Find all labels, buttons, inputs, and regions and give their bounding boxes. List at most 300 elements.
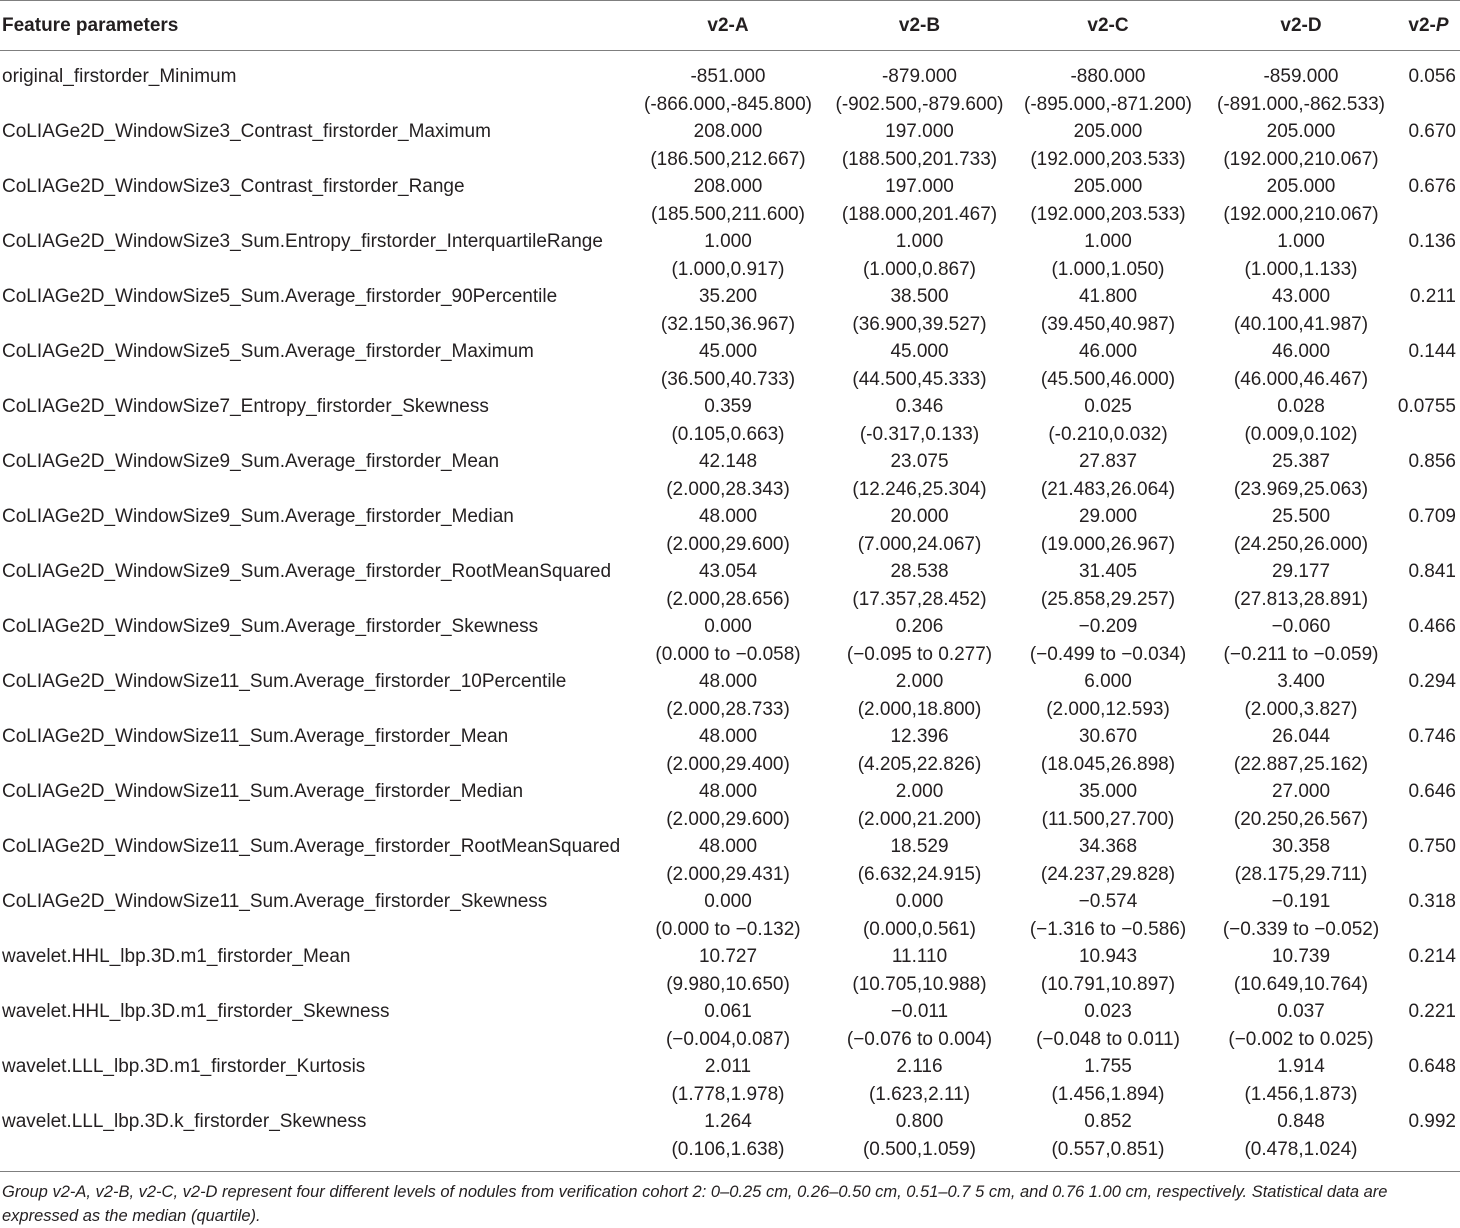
median-value: 28.538 xyxy=(890,561,949,582)
quartile-range: (27.813,28.891) xyxy=(1233,588,1369,610)
median-value: 10.739 xyxy=(1271,946,1331,967)
feature-name-cell: CoLIAGe2D_WindowSize11_Sum.Average_firstorder_Median xyxy=(2,781,524,802)
group-value-cell xyxy=(828,998,1011,1053)
median-value: 0.346 xyxy=(895,396,944,417)
group-value-cell xyxy=(628,118,828,173)
group-value-cell xyxy=(1205,1053,1397,1108)
median-value: -880.000 xyxy=(1070,66,1146,87)
group-value-cell xyxy=(828,943,1011,998)
quartile-range: (40.100,41.987) xyxy=(1233,313,1369,335)
quartile-range: (1.000,1.133) xyxy=(1244,258,1358,280)
group-value-cell xyxy=(628,228,828,283)
median-value: 18.529 xyxy=(890,836,949,857)
group-value-cell xyxy=(628,558,828,613)
group-value-cell xyxy=(1011,503,1205,558)
group-value-cell xyxy=(1011,668,1205,723)
p-value-cell: 0.676 xyxy=(1408,176,1456,197)
quartile-range: (192.000,203.533) xyxy=(1030,203,1186,225)
quartile-range: (0.106,1.638) xyxy=(671,1138,785,1160)
group-value-cell xyxy=(628,503,828,558)
median-value: 0.061 xyxy=(704,1001,752,1022)
group-value-cell xyxy=(1011,393,1205,448)
group-value-cell xyxy=(628,723,828,778)
quartile-range: (−0.002 to 0.025) xyxy=(1228,1028,1374,1050)
group-value-cell xyxy=(828,1053,1011,1108)
p-value-cell: 0.136 xyxy=(1408,231,1456,252)
table-row xyxy=(0,888,1460,943)
median-value: 12.396 xyxy=(890,726,949,747)
group-value-cell xyxy=(1205,613,1397,668)
quartile-range: (46.000,46.467) xyxy=(1233,368,1369,390)
group-value-cell xyxy=(828,118,1011,173)
group-value-cell xyxy=(1011,723,1205,778)
median-value: 208.000 xyxy=(693,176,763,197)
median-value: 48.000 xyxy=(698,781,758,802)
group-value-cell xyxy=(628,998,828,1053)
quartile-range: (2.000,12.593) xyxy=(1046,698,1170,720)
group-value-cell xyxy=(1205,118,1397,173)
median-value: 205.000 xyxy=(1073,176,1143,197)
quartile-range: (2.000,18.800) xyxy=(857,698,982,720)
group-value-cell xyxy=(628,1053,828,1108)
quartile-range: (12.246,25.304) xyxy=(852,478,987,500)
median-value: 205.000 xyxy=(1073,121,1143,142)
quartile-range: (2.000,28.343) xyxy=(666,478,790,500)
quartile-range: (2.000,3.827) xyxy=(1244,698,1358,720)
header-row xyxy=(0,1,1460,51)
quartile-range: (44.500,45.333) xyxy=(852,368,987,390)
median-value: 35.000 xyxy=(1078,781,1138,802)
quartile-range: (45.500,46.000) xyxy=(1040,368,1176,390)
table-row xyxy=(0,448,1460,503)
median-value: 46.000 xyxy=(1078,341,1138,362)
table-row xyxy=(0,613,1460,668)
table-row xyxy=(0,228,1460,283)
quartile-range: (2.000,29.600) xyxy=(666,533,790,555)
quartile-range: (23.969,25.063) xyxy=(1233,478,1369,500)
median-value: 48.000 xyxy=(698,726,758,747)
median-value: 45.000 xyxy=(890,341,949,362)
median-value: 11.110 xyxy=(891,946,948,967)
quartile-range: (0.500,1.059) xyxy=(862,1138,977,1160)
median-value: 43.054 xyxy=(698,561,758,582)
feature-name-cell: CoLIAGe2D_WindowSize9_Sum.Average_firstorder_Median xyxy=(2,506,514,527)
median-value: 43.000 xyxy=(1271,286,1331,307)
median-value: 48.000 xyxy=(698,506,758,527)
table-row xyxy=(0,173,1460,228)
group-value-cell xyxy=(828,668,1011,723)
quartile-range: (2.000,29.431) xyxy=(666,863,790,885)
feature-name-cell: wavelet.LLL_lbp.3D.m1_firstorder_Kurtosis xyxy=(2,1056,366,1077)
p-value-cell: 0.709 xyxy=(1408,506,1456,527)
median-value: 45.000 xyxy=(698,341,758,362)
group-value-cell xyxy=(1011,778,1205,833)
quartile-range: (1.778,1.978) xyxy=(671,1083,785,1105)
quartile-range: (−1.316 to −0.586) xyxy=(1029,918,1187,940)
quartile-range: (192.000,210.067) xyxy=(1223,148,1379,170)
header-v2-d: v2-D xyxy=(1205,1,1397,51)
median-value: 10.727 xyxy=(698,946,758,967)
median-value: 20.000 xyxy=(890,506,949,527)
quartile-range: (25.858,29.257) xyxy=(1040,588,1176,610)
table-header xyxy=(0,1,1460,51)
median-value: 2.000 xyxy=(895,671,944,692)
p-value-cell: 0.221 xyxy=(1408,1001,1456,1022)
group-value-cell xyxy=(1205,51,1397,119)
median-value: 1.000 xyxy=(895,231,944,252)
p-value-cell: 0.856 xyxy=(1408,451,1456,472)
quartile-range: (0.009,0.102) xyxy=(1244,423,1358,445)
median-value: 0.023 xyxy=(1084,1001,1132,1022)
quartile-range: (2.000,29.600) xyxy=(666,808,790,830)
median-value: 25.387 xyxy=(1271,451,1331,472)
table-row xyxy=(0,51,1460,119)
feature-name-cell: CoLIAGe2D_WindowSize9_Sum.Average_firstorder_RootMeanSquared xyxy=(2,561,612,582)
median-value: −0.574 xyxy=(1078,891,1138,912)
p-value-cell: 0.056 xyxy=(1408,66,1456,87)
feature-name-cell: CoLIAGe2D_WindowSize5_Sum.Average_firstorder_90Percentile xyxy=(2,286,558,307)
group-value-cell xyxy=(628,448,828,503)
group-value-cell xyxy=(1011,998,1205,1053)
median-value: 46.000 xyxy=(1271,341,1331,362)
p-value-cell: 0.0755 xyxy=(1397,396,1456,417)
group-value-cell xyxy=(1205,228,1397,283)
median-value: 1.000 xyxy=(1084,231,1132,252)
median-value: 0.206 xyxy=(895,616,944,637)
group-value-cell xyxy=(828,558,1011,613)
group-value-cell xyxy=(1011,558,1205,613)
median-value: 29.000 xyxy=(1078,506,1138,527)
median-value: 205.000 xyxy=(1266,176,1336,197)
group-value-cell xyxy=(1011,613,1205,668)
table-row xyxy=(0,1053,1460,1108)
header-v2-p-prefix: v2- xyxy=(1408,14,1436,36)
group-value-cell xyxy=(628,778,828,833)
median-value: 27.837 xyxy=(1078,451,1138,472)
quartile-range: (28.175,29.711) xyxy=(1234,863,1368,885)
median-value: 38.500 xyxy=(890,286,949,307)
quartile-range: (7.000,24.067) xyxy=(857,533,982,555)
group-value-cell xyxy=(628,613,828,668)
group-value-cell xyxy=(628,283,828,338)
median-value: 0.025 xyxy=(1084,396,1132,417)
quartile-range: (1.623,2.11) xyxy=(868,1083,971,1105)
group-value-cell xyxy=(628,393,828,448)
median-value: −0.191 xyxy=(1271,891,1331,912)
median-value: 1.000 xyxy=(704,231,752,252)
group-value-cell xyxy=(1205,888,1397,943)
quartile-range: (24.237,29.828) xyxy=(1040,863,1176,885)
table-row xyxy=(0,943,1460,998)
table-row xyxy=(0,778,1460,833)
table-row xyxy=(0,118,1460,173)
quartile-range: (6.632,24.915) xyxy=(857,863,982,885)
quartile-range: (-866.000,-845.800) xyxy=(644,93,812,115)
group-value-cell xyxy=(1205,173,1397,228)
feature-name-cell: original_firstorder_Minimum xyxy=(2,66,237,87)
group-value-cell xyxy=(1205,998,1397,1053)
group-value-cell xyxy=(628,173,828,228)
feature-name-cell: wavelet.HHL_lbp.3D.m1_firstorder_Skewness xyxy=(2,1001,390,1022)
group-value-cell xyxy=(828,613,1011,668)
header-feature-parameters: Feature parameters xyxy=(0,1,628,51)
group-value-cell xyxy=(628,943,828,998)
group-value-cell xyxy=(828,393,1011,448)
median-value: 25.500 xyxy=(1271,506,1331,527)
quartile-range: (−0.211 to −0.059) xyxy=(1223,643,1379,665)
quartile-range: (19.000,26.967) xyxy=(1040,533,1176,555)
group-value-cell xyxy=(1011,51,1205,119)
quartile-range: (4.205,22.826) xyxy=(857,753,982,775)
quartile-range: (192.000,203.533) xyxy=(1030,148,1186,170)
group-value-cell xyxy=(1205,1108,1397,1171)
feature-name-cell: CoLIAGe2D_WindowSize11_Sum.Average_firstorder_Mean xyxy=(2,726,509,747)
p-value-cell: 0.144 xyxy=(1408,341,1456,362)
median-value: 2.011 xyxy=(704,1056,752,1077)
header-v2-a: v2-A xyxy=(628,1,828,51)
quartile-range: (1.456,1.873) xyxy=(1244,1083,1358,1105)
group-value-cell xyxy=(828,1108,1011,1171)
quartile-range: (22.887,25.162) xyxy=(1233,753,1369,775)
median-value: 42.148 xyxy=(698,451,758,472)
group-value-cell xyxy=(828,338,1011,393)
quartile-range: (18.045,26.898) xyxy=(1040,753,1176,775)
quartile-range: (0.000 to −0.132) xyxy=(655,918,801,940)
quartile-range: (9.980,10.650) xyxy=(666,973,790,995)
quartile-range: (188.000,201.467) xyxy=(841,203,998,225)
group-value-cell xyxy=(628,1108,828,1171)
feature-name-cell: CoLIAGe2D_WindowSize7_Entropy_firstorder_Skewness xyxy=(2,396,489,417)
group-value-cell xyxy=(1011,888,1205,943)
quartile-range: (−0.095 to 0.277) xyxy=(846,643,993,665)
group-value-cell xyxy=(1011,283,1205,338)
median-value: 0.852 xyxy=(1084,1111,1132,1132)
quartile-range: (0.000 to −0.058) xyxy=(655,643,801,665)
table-row xyxy=(0,283,1460,338)
group-value-cell xyxy=(1205,723,1397,778)
quartile-range: (20.250,26.567) xyxy=(1233,808,1369,830)
median-value: 23.075 xyxy=(890,451,949,472)
quartile-range: (10.791,10.897) xyxy=(1040,973,1176,995)
group-value-cell xyxy=(828,51,1011,119)
table-row xyxy=(0,1108,1460,1171)
p-value-cell: 0.750 xyxy=(1408,836,1456,857)
quartile-range: (192.000,210.067) xyxy=(1223,203,1379,225)
quartile-range: (−0.048 to 0.011) xyxy=(1036,1028,1180,1050)
quartile-range: (2.000,28.733) xyxy=(666,698,790,720)
median-value: 0.000 xyxy=(704,891,752,912)
quartile-range: (17.357,28.452) xyxy=(852,588,987,610)
table-row xyxy=(0,998,1460,1053)
group-value-cell xyxy=(1205,833,1397,888)
quartile-range: (-895.000,-871.200) xyxy=(1024,93,1192,115)
median-value: 0.037 xyxy=(1277,1001,1325,1022)
header-v2-p-italic: P xyxy=(1435,14,1449,36)
group-value-cell xyxy=(1205,393,1397,448)
median-value: 34.368 xyxy=(1078,836,1138,857)
header-v2-c: v2-C xyxy=(1011,1,1205,51)
median-value: 41.800 xyxy=(1078,286,1138,307)
group-value-cell xyxy=(1205,448,1397,503)
p-value-cell: 0.294 xyxy=(1408,671,1456,692)
feature-name-cell: wavelet.HHL_lbp.3D.m1_firstorder_Mean xyxy=(2,946,351,967)
quartile-range: (10.705,10.988) xyxy=(852,973,987,995)
median-value: 3.400 xyxy=(1277,671,1325,692)
group-value-cell xyxy=(828,503,1011,558)
median-value: 48.000 xyxy=(698,671,758,692)
group-value-cell xyxy=(1011,943,1205,998)
table-footnote: Group v2-A, v2-B, v2-C, v2-D represent four different levels of nodules from verification cohort 2: 0–0.25 cm, 0.26–0.50 cm, 0.51–0.7 5 cm, and 0.76 1.00 cm, respectively. Statistical data are expressed as the median (quartile). xyxy=(0,1171,1460,1228)
group-value-cell xyxy=(828,173,1011,228)
group-value-cell xyxy=(1011,448,1205,503)
median-value: -879.000 xyxy=(881,66,957,87)
p-value-cell: 0.670 xyxy=(1408,121,1456,142)
quartile-range: (1.000,0.917) xyxy=(671,258,785,280)
quartile-range: (-0.210,0.032) xyxy=(1048,423,1168,445)
p-value-cell: 0.841 xyxy=(1408,561,1456,582)
feature-name-cell: CoLIAGe2D_WindowSize11_Sum.Average_firstorder_Skewness xyxy=(2,891,548,912)
median-value: −0.209 xyxy=(1078,616,1138,637)
median-value: 26.044 xyxy=(1271,726,1331,747)
group-value-cell xyxy=(1205,503,1397,558)
group-value-cell xyxy=(828,833,1011,888)
median-value: 10.943 xyxy=(1078,946,1138,967)
median-value: 197.000 xyxy=(885,176,954,197)
feature-name-cell: CoLIAGe2D_WindowSize3_Contrast_firstorder_Range xyxy=(2,176,465,197)
quartile-range: (185.500,211.600) xyxy=(651,203,805,225)
median-value: 0.028 xyxy=(1277,396,1325,417)
table-row xyxy=(0,503,1460,558)
median-value: -859.000 xyxy=(1263,66,1339,87)
median-value: 30.670 xyxy=(1078,726,1138,747)
median-value: −0.060 xyxy=(1271,616,1331,637)
median-value: 205.000 xyxy=(1266,121,1336,142)
quartile-range: (0.000,0.561) xyxy=(862,918,977,940)
quartile-range: (-0.317,0.133) xyxy=(859,423,980,445)
quartile-range: (−0.004,0.087) xyxy=(665,1028,791,1050)
group-value-cell xyxy=(1205,283,1397,338)
median-value: 0.848 xyxy=(1277,1111,1325,1132)
group-value-cell xyxy=(628,888,828,943)
feature-name-cell: CoLIAGe2D_WindowSize3_Contrast_firstorder_Maximum xyxy=(2,121,491,142)
p-value-cell: 0.648 xyxy=(1408,1056,1456,1077)
quartile-range: (−0.339 to −0.052) xyxy=(1222,918,1380,940)
median-value: 1.755 xyxy=(1084,1056,1132,1077)
feature-name-cell: CoLIAGe2D_WindowSize9_Sum.Average_firstorder_Mean xyxy=(2,451,500,472)
quartile-range: (0.105,0.663) xyxy=(671,423,785,445)
quartile-range: (188.500,201.733) xyxy=(841,148,998,170)
group-value-cell xyxy=(1205,943,1397,998)
group-value-cell xyxy=(828,283,1011,338)
median-value: 0.800 xyxy=(895,1111,944,1132)
quartile-range: (1.456,1.894) xyxy=(1051,1083,1165,1105)
quartile-range: (1.000,1.050) xyxy=(1051,258,1165,280)
quartile-range: (2.000,28.656) xyxy=(666,588,790,610)
median-value: 208.000 xyxy=(693,121,763,142)
median-value: 35.200 xyxy=(698,286,758,307)
quartile-range: (−0.499 to −0.034) xyxy=(1029,643,1187,665)
group-value-cell xyxy=(628,668,828,723)
median-value: -851.000 xyxy=(690,66,766,87)
group-value-cell xyxy=(1205,558,1397,613)
group-value-cell xyxy=(1205,338,1397,393)
group-value-cell xyxy=(1011,1108,1205,1171)
table-body xyxy=(0,51,1460,1172)
quartile-range: (32.150,36.967) xyxy=(660,313,796,335)
quartile-range: (2.000,29.400) xyxy=(666,753,790,775)
median-value: 31.405 xyxy=(1078,561,1138,582)
p-value-cell: 0.211 xyxy=(1409,286,1456,307)
median-value: 6.000 xyxy=(1084,671,1132,692)
quartile-range: (-891.000,-862.533) xyxy=(1217,93,1385,115)
median-value: 0.000 xyxy=(704,616,752,637)
table-row xyxy=(0,338,1460,393)
median-value: 1.914 xyxy=(1277,1056,1325,1077)
median-value: 30.358 xyxy=(1271,836,1331,857)
quartile-range: (2.000,21.200) xyxy=(857,808,982,830)
feature-name-cell: CoLIAGe2D_WindowSize11_Sum.Average_firstorder_RootMeanSquared xyxy=(2,836,621,857)
median-value: 48.000 xyxy=(698,836,758,857)
p-value-cell: 0.992 xyxy=(1408,1111,1456,1132)
group-value-cell xyxy=(828,448,1011,503)
p-value-cell: 0.746 xyxy=(1408,726,1456,747)
quartile-range: (-902.500,-879.600) xyxy=(835,93,1004,115)
median-value: 0.000 xyxy=(895,891,944,912)
group-value-cell xyxy=(628,833,828,888)
group-value-cell xyxy=(828,778,1011,833)
table-row xyxy=(0,723,1460,778)
p-value-cell: 0.318 xyxy=(1408,891,1456,912)
group-value-cell xyxy=(828,888,1011,943)
group-value-cell xyxy=(1205,668,1397,723)
median-value: 29.177 xyxy=(1271,561,1331,582)
quartile-range: (1.000,0.867) xyxy=(862,258,977,280)
p-value-cell: 0.646 xyxy=(1408,781,1456,802)
p-value-cell: 0.466 xyxy=(1408,616,1456,637)
quartile-range: (39.450,40.987) xyxy=(1040,313,1176,335)
feature-name-cell: wavelet.LLL_lbp.3D.k_firstorder_Skewness xyxy=(2,1111,367,1132)
header-v2-p xyxy=(1397,1,1460,51)
header-v2-b: v2-B xyxy=(828,1,1011,51)
feature-name-cell: CoLIAGe2D_WindowSize11_Sum.Average_firstorder_10Percentile xyxy=(2,671,567,692)
table-row xyxy=(0,558,1460,613)
group-value-cell xyxy=(1011,228,1205,283)
median-value: 2.000 xyxy=(895,781,944,802)
group-value-cell xyxy=(1011,338,1205,393)
group-value-cell xyxy=(828,228,1011,283)
median-value: 1.264 xyxy=(704,1111,752,1132)
group-value-cell xyxy=(1011,118,1205,173)
feature-name-cell: CoLIAGe2D_WindowSize3_Sum.Entropy_firstorder_InterquartileRange xyxy=(2,231,603,252)
quartile-range: (24.250,26.000) xyxy=(1233,533,1369,555)
median-value: 27.000 xyxy=(1271,781,1331,802)
quartile-range: (36.500,40.733) xyxy=(660,368,796,390)
median-value: −0.011 xyxy=(890,1001,949,1022)
group-value-cell xyxy=(628,338,828,393)
quartile-range: (10.649,10.764) xyxy=(1233,973,1369,995)
quartile-range: (186.500,212.667) xyxy=(650,148,806,170)
group-value-cell xyxy=(828,723,1011,778)
p-value-cell: 0.214 xyxy=(1408,946,1456,967)
quartile-range: (0.557,0.851) xyxy=(1051,1138,1165,1160)
quartile-range: (21.483,26.064) xyxy=(1040,478,1176,500)
quartile-range: (−0.076 to 0.004) xyxy=(846,1028,993,1050)
median-value: 1.000 xyxy=(1277,231,1325,252)
quartile-range: (0.478,1.024) xyxy=(1244,1138,1358,1160)
feature-name-cell: CoLIAGe2D_WindowSize5_Sum.Average_firstorder_Maximum xyxy=(2,341,534,362)
group-value-cell xyxy=(1011,833,1205,888)
table-row xyxy=(0,668,1460,723)
